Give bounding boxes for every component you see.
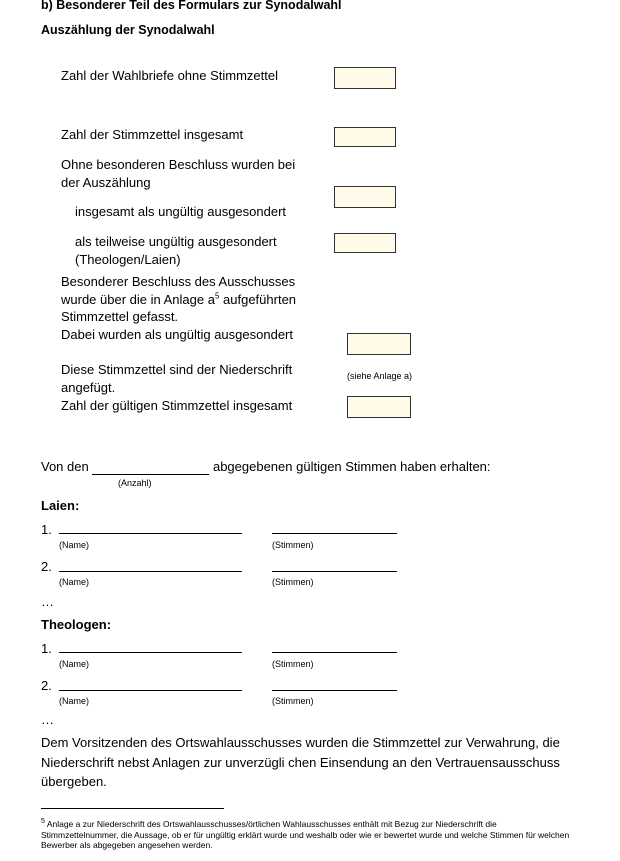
anzahl-line[interactable] <box>92 461 209 475</box>
footnote <box>41 819 576 851</box>
theologen-row-1-stimmen-line[interactable] <box>272 652 397 653</box>
theologen-row-2-name-line[interactable] <box>59 690 242 691</box>
theologen-row-2-name-caption: (Name) <box>59 696 90 706</box>
teilweise-ungueltig-input[interactable] <box>334 233 396 253</box>
laien-row-2-stimmen-line[interactable] <box>272 571 397 572</box>
label-beschluss-1: Besonderer Beschluss des Ausschusses <box>61 274 296 289</box>
laien-row-1-name-line[interactable] <box>59 533 242 534</box>
ungueltig-insgesamt-input[interactable] <box>334 186 396 208</box>
footnote-ref-5: 5 <box>214 291 220 301</box>
label-beschluss-3: Stimmzettel gefasst. <box>61 309 179 324</box>
label-gueltige-insgesamt: Zahl der gültigen Stimmzettel insgesamt <box>61 398 293 413</box>
theologen-row-1-name-caption: (Name) <box>59 659 90 669</box>
beschluss-2a: wurde über die in Anlage a <box>61 292 215 307</box>
label-ohne-beschluss-1: Ohne besonderen Beschluss wurden bei <box>61 157 296 172</box>
label-stimmzettel-insgesamt: Zahl der Stimmzettel insgesamt <box>61 127 244 142</box>
anzahl-caption: (Anzahl) <box>118 478 152 488</box>
laien-row-2-name-caption: (Name) <box>59 577 90 587</box>
beschluss-2b: aufgeführten <box>219 292 297 307</box>
section-subtitle: Auszählung der Synodalwahl <box>41 23 215 37</box>
theologen-heading: Theologen: <box>41 617 112 632</box>
theologen-row-2-num: 2. <box>41 678 52 693</box>
label-beschluss-2 <box>61 291 296 308</box>
theologen-row-2-stimmen-line[interactable] <box>272 690 397 691</box>
label-dabei-ungueltig: Dabei wurden als ungültig ausgesondert <box>61 327 293 342</box>
laien-ellipsis: … <box>41 594 54 609</box>
wahlbriefe-ohne-stimmzettel-input[interactable] <box>334 67 396 89</box>
footnote-number: 5 <box>41 818 45 826</box>
laien-row-1-stimmen-line[interactable] <box>272 533 397 534</box>
stimmzettel-insgesamt-input[interactable] <box>334 127 396 147</box>
laien-row-1-stimmen-caption: (Stimmen) <box>272 540 314 550</box>
label-wahlbriefe-ohne-stimmzettel: Zahl der Wahlbriefe ohne Stimmzettel <box>61 68 279 83</box>
theologen-row-1-name-line[interactable] <box>59 652 242 653</box>
laien-row-1-name-caption: (Name) <box>59 540 90 550</box>
theologen-row-1-stimmen-caption: (Stimmen) <box>272 659 314 669</box>
label-ohne-beschluss-2: der Auszählung <box>61 175 151 190</box>
laien-row-2-stimmen-caption: (Stimmen) <box>272 577 314 587</box>
laien-row-2-name-line[interactable] <box>59 571 242 572</box>
label-teilweise-ungueltig-2: (Theologen/Laien) <box>75 252 181 267</box>
label-ungueltig-insgesamt: insgesamt als ungültig ausgesondert <box>75 204 287 219</box>
closing-paragraph: Dem Vorsitzenden des Ortswahlausschusses wurden die Stimmzettel zur Verwahrung, die Niederschrift nebst Anlagen zur unverzügli chen Einsendung an den Vertrauensausschuss übergeben. <box>41 735 560 789</box>
theologen-row-2-stimmen-caption: (Stimmen) <box>272 696 314 706</box>
theologen-ellipsis: … <box>41 712 54 727</box>
von-den-label: Von den <box>41 459 89 474</box>
label-angefuegt-1: Diese Stimmzettel sind der Niederschrift <box>61 362 293 377</box>
footnote-separator <box>41 808 224 809</box>
laien-heading: Laien: <box>41 498 80 513</box>
votes-sentence <box>41 458 491 475</box>
dabei-ungueltig-input[interactable] <box>347 333 411 355</box>
gueltige-insgesamt-input[interactable] <box>347 396 411 418</box>
section-title: b) Besonderer Teil des Formulars zur Synodalwahl <box>41 0 342 12</box>
footnote-text: Anlage a zur Niederschrift des Ortswahlausschusses/örtlichen Wahlausschusses enthält mit Bezug zur Niederschrift die Stimmzettelnummer, die Aussage, ob er für ungültig erklärt wurde und weshalb oder wie er bewertet wurde und welche Stimmen für welchen Bewerber als abgegeben angesehen werden. <box>41 819 570 850</box>
theologen-row-1-num: 1. <box>41 641 52 656</box>
label-teilweise-ungueltig-1: als teilweise ungültig ausgesondert <box>75 234 277 249</box>
siehe-anlage-note: (siehe Anlage a) <box>347 371 413 381</box>
laien-row-2-num: 2. <box>41 559 52 574</box>
label-angefuegt-2: angefügt. <box>61 380 116 395</box>
votes-sentence-rest: abgegebenen gültigen Stimmen haben erhalten: <box>212 459 491 474</box>
laien-row-1-num: 1. <box>41 522 52 537</box>
